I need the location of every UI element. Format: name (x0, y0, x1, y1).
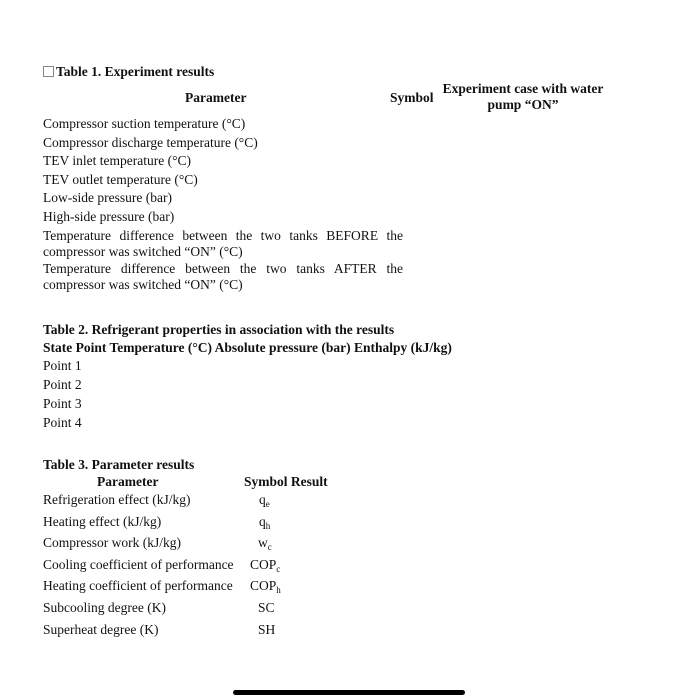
table3-header-symbol-result: Symbol Result (244, 474, 328, 489)
table1-title (43, 64, 214, 80)
table2-row: Point 1 (43, 358, 82, 373)
table3-row-label: Subcooling degree (K) (43, 599, 166, 615)
table3-row-label: Heating effect (kJ/kg) (43, 513, 162, 529)
table3-row-symbol: $q_e$ (259, 492, 270, 509)
table1-row: Temperature difference between the two tanks AFTER the compressor was switched “ON” (°C) (43, 260, 403, 292)
table3-row-label: Heating coefficient of performance (43, 578, 233, 594)
table2-row: Point 3 (43, 396, 82, 411)
table2-title: Table 2. Refrigerant properties in association with the results (43, 322, 395, 337)
table1-row: Low-side pressure (bar) (43, 190, 172, 206)
table3-row-symbol: $COP_c$ (250, 556, 281, 574)
table3-row-symbol: $w_c$ (258, 535, 272, 553)
table1-header-symbol: Symbol (390, 90, 434, 105)
table2-row: Point 2 (43, 377, 82, 392)
table1-row: TEV inlet temperature (°C) (43, 153, 191, 169)
table3-row-label: Superheat degree (K) (43, 621, 159, 637)
table1-row: Temperature difference between the two tanks BEFORE the compressor was switched “ON” (°C) (43, 227, 403, 259)
table1-header-parameter: Parameter (185, 90, 247, 105)
table1-header-case: Experiment case with water pump “ON” (442, 81, 604, 112)
table1-row: Compressor suction temperature (°C) (43, 116, 246, 131)
table3-row-symbol: $COP_h$ (250, 578, 281, 596)
home-indicator[interactable] (233, 690, 465, 695)
table3-title: Table 3. Parameter results (43, 457, 195, 472)
table2-rows (43, 356, 82, 432)
table1-row: Compressor discharge temperature (°C) (43, 134, 258, 150)
table3-row-symbol: SC (258, 599, 275, 615)
table3-row-symbol: $q_h$ (259, 513, 271, 531)
checkbox-icon (43, 66, 54, 77)
table1-row: High-side pressure (bar) (43, 208, 175, 224)
table3-row-label: Compressor work (kJ/kg) (43, 535, 181, 551)
table2-header: State Point Temperature (°C) Absolute pressure (bar) Enthalpy (kJ/kg) (43, 340, 452, 355)
table1-row: TEV outlet temperature (°C) (43, 171, 198, 187)
table1-rows (43, 115, 403, 293)
table3-row-label: Cooling coefficient of performance (43, 556, 234, 572)
table3-row-label: Refrigeration effect (kJ/kg) (43, 492, 191, 507)
table1-title-text: Table 1. Experiment results (56, 64, 215, 79)
table3-row-symbol: SH (258, 621, 276, 637)
table3-header-parameter: Parameter (97, 474, 159, 489)
table2-row: Point 4 (43, 415, 82, 430)
